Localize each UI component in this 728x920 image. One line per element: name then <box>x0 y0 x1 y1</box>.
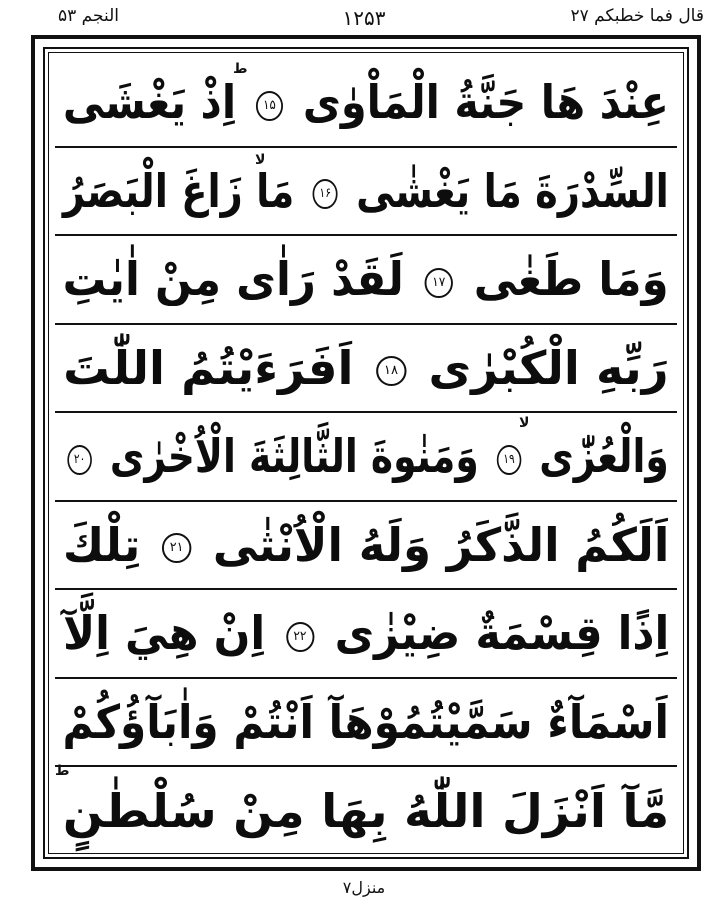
verse-segment: رَبِّهِ الْكُبْرٰى <box>428 340 669 395</box>
ayah-end-marker: ۱۸ <box>376 356 406 386</box>
verse-segment: السِّدْرَةَ مَا يَغْشٰى <box>356 163 669 218</box>
verse-text <box>63 75 669 130</box>
verse-segment: وَالْعُزّٰى <box>539 429 670 484</box>
verse-line-6 <box>55 502 677 591</box>
verse-line-1 <box>55 59 677 148</box>
verse-text <box>63 252 669 307</box>
waqf-mark: ط <box>55 763 70 779</box>
verse-text <box>63 340 669 395</box>
ayah-end-marker: ۱۵ <box>256 91 283 121</box>
verse-line-3 <box>55 236 677 325</box>
verse-segment: مَّآ اَنْزَلَ اللّٰهُ بِهَا مِنْ سُلْطٰنٍ <box>62 784 670 839</box>
verse-segment: اَلَكُمُ الذَّكَرُ وَلَهُ الْاُنْثٰى <box>212 517 670 572</box>
ayah-end-marker: ۱۹ <box>497 445 522 475</box>
ayah-end-marker: ۱۶ <box>313 179 338 209</box>
waqf-mark: لا <box>519 415 530 431</box>
page-number: ۱۲۵۳ <box>342 6 386 30</box>
verse-text <box>62 517 670 572</box>
verse-segment: وَمَنٰوةَ الثَّالِثَةَ الْاُخْرٰى <box>110 429 480 484</box>
ayah-end-marker: ۲۱ <box>162 533 191 563</box>
frame-inner-rule <box>48 52 684 854</box>
verse-line-7 <box>55 590 677 679</box>
frame-inner-border <box>43 47 689 859</box>
verse-segment: مَا زَاغَ الْبَصَرُ <box>63 163 295 218</box>
verse-lines <box>55 59 677 847</box>
verse-segment: اِذْ يَغْشَى <box>63 75 237 130</box>
page-frame <box>31 35 701 871</box>
verse-segment: اَسْمَآءٌ سَمَّيْتُمُوْهَآ اَنْتُمْ وَاٰبَآؤُكُمْ <box>62 694 670 749</box>
ayah-end-marker: ۲۲ <box>286 622 314 652</box>
waqf-mark: ط <box>233 61 248 77</box>
juz-title: قال فما خطبکم ۲۷ <box>570 6 704 26</box>
verse-segment: اِذًا قِسْمَةٌ ضِيْزٰى <box>334 606 670 661</box>
verse-segment: اِنْ هِيَ اِلَّآ <box>62 606 265 661</box>
waqf-mark: لا <box>255 151 266 168</box>
verse-line-2 <box>55 148 677 237</box>
verse-text <box>62 694 670 749</box>
verse-segment: عِنْدَ هَا جَنَّةُ الْمَاْوٰی <box>302 75 669 130</box>
verse-segment: تِلْكَ <box>62 517 141 572</box>
verse-line-4 <box>55 325 677 414</box>
verse-segment: اَفَرَءَيْتُمُ اللّٰتَ <box>63 340 354 395</box>
verse-line-5 <box>55 413 677 502</box>
verse-line-9 <box>55 763 677 856</box>
manzil-label: منزل۷ <box>342 878 386 897</box>
verse-text <box>63 429 670 484</box>
verse-text <box>62 784 670 839</box>
verse-text <box>62 606 670 661</box>
verse-line-8 <box>55 679 677 768</box>
surah-title: النجم ۵۳ <box>58 6 119 26</box>
ayah-end-marker: ۲۰ <box>68 445 93 475</box>
verse-segment: وَمَا طَغٰى <box>474 252 669 307</box>
verse-text <box>63 163 669 218</box>
ayah-end-marker: ۱۷ <box>425 268 453 298</box>
verse-segment: لَقَدْ رَاٰى مِنْ اٰيٰتِ <box>63 252 405 307</box>
